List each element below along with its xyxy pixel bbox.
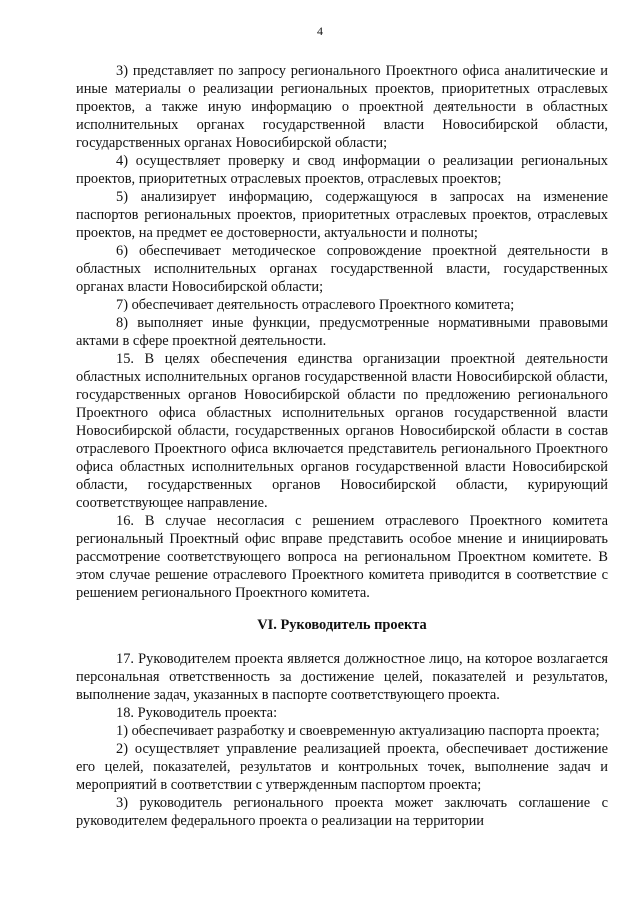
- paragraph-item-1-passport: 1) обеспечивает разработку и своевременную актуализацию паспорта проекта;: [116, 723, 600, 739]
- paragraph-item-4-verification: 4) осуществляет проверку и свод информации о реализации региональных проектов, приоритетных отраслевых проектов, отраслевых проектов;: [76, 153, 608, 187]
- page-number: 4: [317, 24, 323, 38]
- section-heading: VI. Руководитель проекта: [257, 617, 427, 633]
- paragraph-item-5-analysis: 5) анализирует информацию, содержащуюся в запросах на изменение паспортов региональных проектов, приоритетных отраслевых проектов, отраслевых проектов, на предмет ее достоверности, актуальности и полноты;: [76, 189, 608, 241]
- document-body: [76, 62, 608, 830]
- paragraph-item-3-agreement: 3) руководитель регионального проекта может заключать соглашение с руководителем федерального проекта о реализации на территории: [76, 795, 608, 829]
- paragraph-item-8-other-functions: 8) выполняет иные функции, предусмотренные нормативными правовыми актами в сфере проектной деятельности.: [76, 315, 608, 349]
- paragraph-clause-18: 18. Руководитель проекта:: [116, 705, 278, 721]
- paragraph-clause-17: 17. Руководителем проекта является должностное лицо, на которое возлагается персональная ответственность за достижение целей, показателей и результатов, выполнение задач, указанных в паспорте соответствующего проекта.: [76, 651, 608, 703]
- paragraph-clause-15: 15. В целях обеспечения единства организации проектной деятельности областных исполнительных органов государственной власти Новосибирской области, государственных органов Новосибирской области по предложению регионального Проектного офиса областных исполнительных органов государственной власти Новосибирской области, государственных органов Новосибирской области в состав отраслевого Проектного офиса включается представитель регионального Проектного офиса областных исполнительных органов государственной власти Новосибирской области, государственных органов Новосибирской области, курирующий соответствующее направление.: [76, 351, 608, 511]
- paragraph-clause-16: 16. В случае несогласия с решением отраслевого Проектного комитета региональный Проектный офис вправе представить особое мнение и инициировать рассмотрение соответствующего вопроса на региональном Проектном комитете. В этом случае решение отраслевого Проектного комитета приводится в соответствие с решением регионального Проектного комитета.: [76, 513, 608, 601]
- paragraph-item-7-committee: 7) обеспечивает деятельность отраслевого Проектного комитета;: [116, 297, 515, 313]
- paragraph-item-3-analytics: 3) представляет по запросу регионального Проектного офиса аналитические и иные материалы о реализации региональных проектов, приоритетных отраслевых проектов, а также иную информацию о проектной деятельности в областных исполнительных органах государственной власти Новосибирской области, государственных органах Новосибирской области;: [76, 63, 608, 151]
- paragraph-item-2-management: 2) осуществляет управление реализацией проекта, обеспечивает достижение его целей, показателей, результатов и контрольных точек, выполнение задач и мероприятий в соответствии с утвержденным паспортом проекта;: [76, 741, 608, 793]
- paragraph-item-6-methodology: 6) обеспечивает методическое сопровождение проектной деятельности в областных исполнительных органах государственной власти, государственных органах власти Новосибирской области;: [76, 243, 608, 295]
